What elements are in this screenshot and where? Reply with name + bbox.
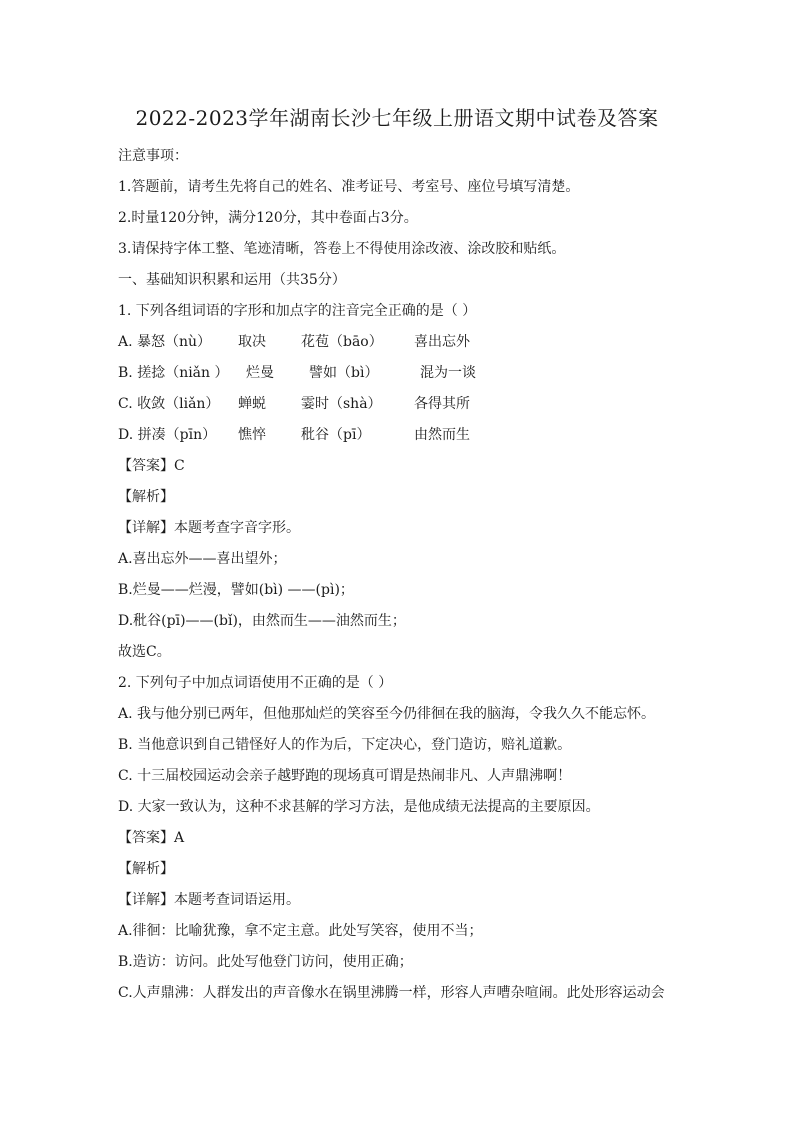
q1-option-b-col3: 譬如（bì） <box>309 365 379 381</box>
q2-analysis-label: 【解析】 <box>118 861 174 877</box>
q1-detail: 【详解】本题考查字音字形。 <box>118 520 300 536</box>
q2-note-c: C.人声鼎沸：人群发出的声音像水在锅里沸腾一样，形容人声嘈杂喧闹。此处形容运动会 <box>118 985 665 1001</box>
q1-option-c-col2: 蝉蜕 <box>238 396 266 412</box>
notice-item-2: 2.时量120分钟，满分120分，其中卷面占3分。 <box>118 210 418 226</box>
q2-option-d: D. 大家一致认为，这种不求甚解的学习方法，是他成绩无法提高的主要原因。 <box>118 799 600 815</box>
q2-note-a: A.徘徊：比喻犹豫，拿不定主意。此处写笑容，使用不当； <box>118 923 483 939</box>
q1-answer: 【答案】C <box>118 458 185 474</box>
q1-option-d-col2: 憔悴 <box>238 427 266 443</box>
q1-option-c-col3: 霎时（shà） <box>301 396 382 412</box>
q1-conclusion: 故选C。 <box>118 644 171 660</box>
q1-option-d-col4: 由然而生 <box>414 427 470 443</box>
q2-answer: 【答案】A <box>118 830 185 846</box>
q2-option-b: B. 当他意识到自己错怪好人的作为后，下定决心，登门造访，赔礼道歉。 <box>118 737 572 753</box>
question-1-stem: 1. 下列各组词语的字形和加点字的注音完全正确的是（ ） <box>118 303 477 319</box>
q1-option-a-col1: A. 暴怒（nù） <box>118 334 212 350</box>
q1-note-b: B.烂曼——烂漫，譬如(bì) ——(pì)； <box>118 582 354 598</box>
q1-option-c-col4: 各得其所 <box>414 396 470 412</box>
q1-option-a-col4: 喜出忘外 <box>414 334 470 350</box>
q2-option-a: A. 我与他分别已两年，但他那灿烂的笑容至今仍徘徊在我的脑海，令我久久不能忘怀。 <box>118 706 656 722</box>
q1-note-a: A.喜出忘外——喜出望外； <box>118 551 287 567</box>
section-heading: 一、基础知识积累和运用（共35分） <box>118 272 346 288</box>
question-2-stem: 2. 下列句子中加点词语使用不正确的是（ ） <box>118 675 393 691</box>
q1-analysis-label: 【解析】 <box>118 489 174 505</box>
q1-note-d: D.秕谷(pī)——(bǐ)，由然而生——油然而生； <box>118 613 406 629</box>
q1-option-a-col2: 取决 <box>238 334 266 350</box>
q1-option-a-col3: 花苞（bāo） <box>301 334 383 350</box>
q2-note-b: B.造访：访问。此处写他登门访问，使用正确； <box>118 954 413 970</box>
q1-option-b-col2: 烂曼 <box>246 365 274 381</box>
q2-option-c: C. 十三届校园运动会亲子越野跑的现场真可谓是热闹非凡、人声鼎沸啊！ <box>118 768 572 784</box>
q1-option-b-col1: B. 搓捻（niǎn ） <box>118 365 229 381</box>
notice-heading: 注意事项： <box>118 148 188 164</box>
q1-option-b-col4: 混为一谈 <box>420 365 476 381</box>
q2-detail: 【详解】本题考查词语运用。 <box>118 892 300 908</box>
q1-option-d-col3: 秕谷（pī） <box>301 427 371 443</box>
notice-item-1: 1.答题前，请考生先将自己的姓名、准考证号、考室号、座位号填写清楚。 <box>118 179 580 195</box>
document-title: 2022-2023学年湖南长沙七年级上册语文期中试卷及答案 <box>135 106 659 130</box>
q1-option-c-col1: C. 收敛（liǎn） <box>118 396 220 412</box>
notice-item-3: 3.请保持字体工整、笔迹清晰，答卷上不得使用涂改液、涂改胶和贴纸。 <box>118 241 566 257</box>
q1-option-d-col1: D. 拼凑（pīn） <box>118 427 217 443</box>
